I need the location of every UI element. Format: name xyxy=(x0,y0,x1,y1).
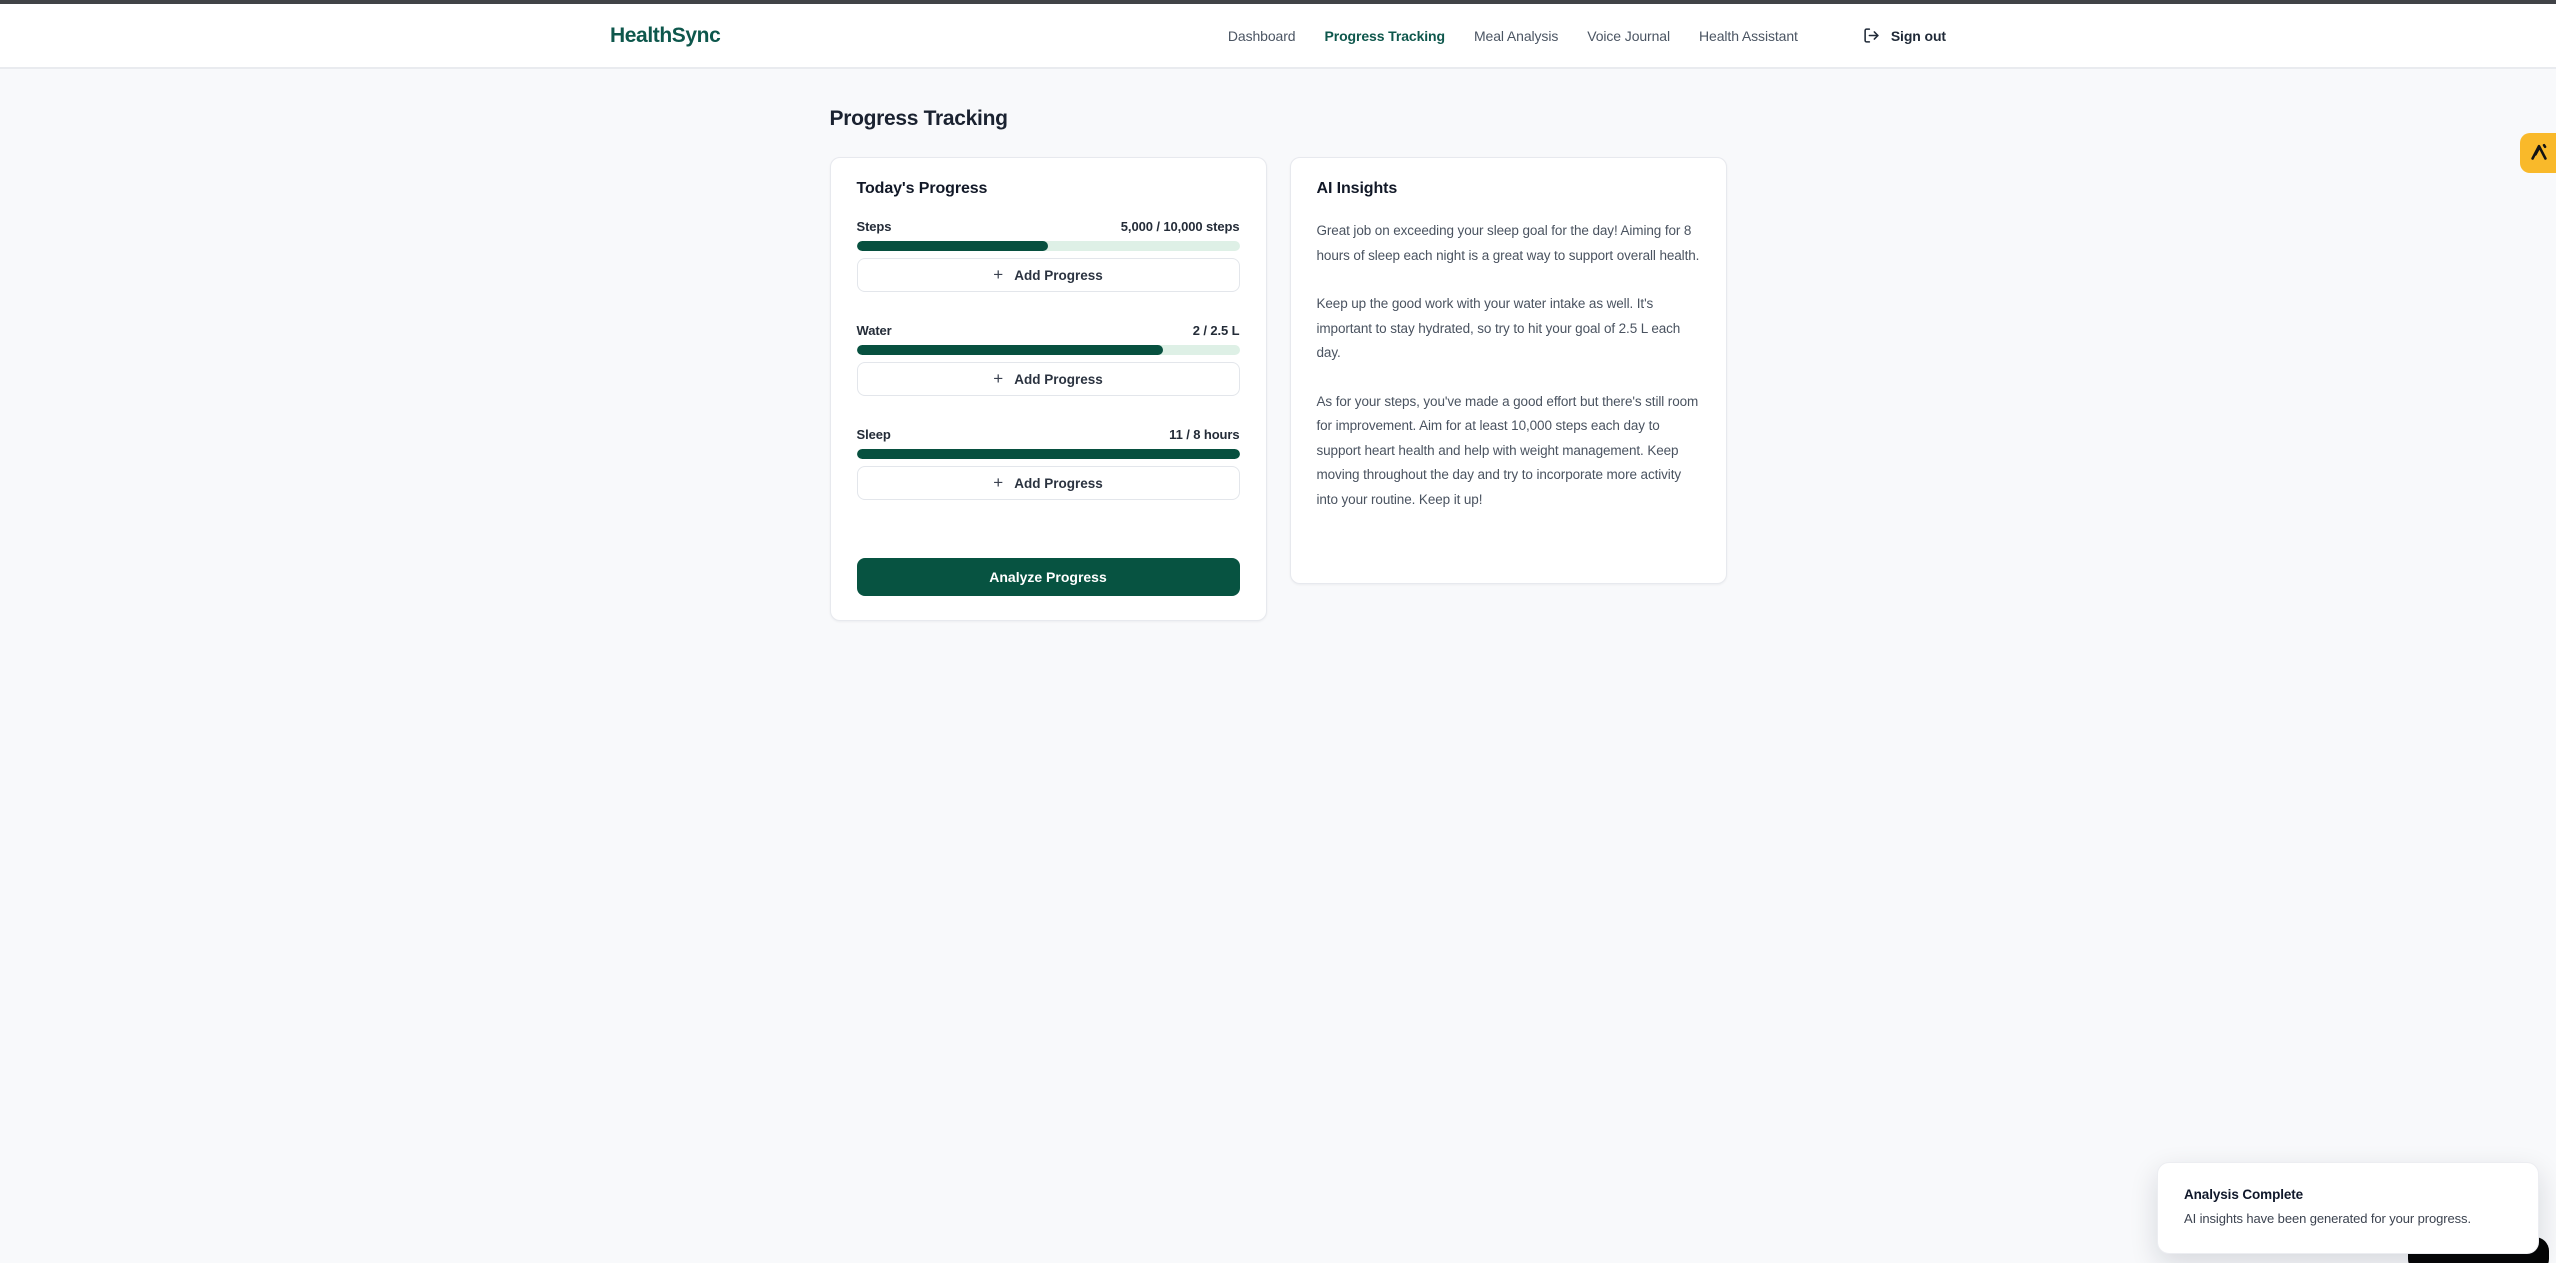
plus-icon: + xyxy=(993,265,1004,284)
analyze-progress-button[interactable]: Analyze Progress xyxy=(857,558,1240,596)
add-sleep-progress-button[interactable] xyxy=(857,466,1240,500)
toast-title: Analysis Complete xyxy=(2184,1187,2304,1202)
nav-health-assistant[interactable]: Health Assistant xyxy=(1699,27,1798,44)
metric-value: 11 / 8 hours xyxy=(1169,427,1240,442)
toast-notification[interactable] xyxy=(2157,1162,2539,1254)
app-header xyxy=(0,4,2556,69)
page-title: Progress Tracking xyxy=(829,107,1008,130)
nav-progress-tracking[interactable]: Progress Tracking xyxy=(1324,27,1445,44)
metric-value: 5,000 / 10,000 steps xyxy=(1120,219,1240,234)
metric-sleep xyxy=(857,427,1240,500)
sign-out-button[interactable] xyxy=(1863,27,1946,44)
main-nav xyxy=(1228,27,1946,44)
insights-card-title: AI Insights xyxy=(1316,180,1398,197)
metric-value: 2 / 2.5 L xyxy=(1192,323,1240,338)
nav-voice-journal[interactable]: Voice Journal xyxy=(1587,27,1671,44)
metric-steps xyxy=(857,219,1240,292)
nav-dashboard[interactable]: Dashboard xyxy=(1227,27,1296,44)
insight-paragraph: Keep up the good work with your water intake as well. It's important to stay hydrated, so try to hit your goal of 2.5 L each day. xyxy=(1316,296,1681,360)
insight-paragraph: Great job on exceeding your sleep goal for the day! Aiming for 8 hours of sleep each night is a great way to support overall health. xyxy=(1316,223,1700,263)
ai-insights-card xyxy=(1290,157,1727,584)
steps-progress-bar xyxy=(857,241,1240,251)
add-progress-label: Add Progress xyxy=(1014,371,1103,387)
metric-water xyxy=(857,323,1240,396)
sleep-progress-fill xyxy=(857,449,1240,459)
app-logo[interactable]: HealthSync xyxy=(610,23,721,47)
add-steps-progress-button[interactable] xyxy=(857,258,1240,292)
todays-progress-card xyxy=(830,157,1267,621)
add-progress-label: Add Progress xyxy=(1014,267,1103,283)
sign-out-icon xyxy=(1863,27,1880,44)
water-progress-fill xyxy=(857,345,1163,355)
nav-meal-analysis[interactable]: Meal Analysis xyxy=(1473,27,1559,44)
insight-paragraph: As for your steps, you've made a good effort but there's still room for improvement. Aim for at least 10,000 steps each day to support heart health and help with weight management. Keep moving throughout the day and try to incorporate more activity into your routine. Keep it up! xyxy=(1316,393,1699,507)
extension-logo-icon xyxy=(2528,142,2556,164)
add-water-progress-button[interactable] xyxy=(857,362,1240,396)
add-progress-label: Add Progress xyxy=(1014,475,1103,491)
plus-icon: + xyxy=(993,473,1004,492)
steps-progress-fill xyxy=(857,241,1049,251)
main-content xyxy=(830,107,1727,621)
sleep-progress-bar xyxy=(857,449,1240,459)
metric-label: Water xyxy=(856,323,892,338)
plus-icon: + xyxy=(993,369,1004,388)
toast-body: AI insights have been generated for your progress. xyxy=(2184,1211,2471,1226)
water-progress-bar xyxy=(857,345,1240,355)
extension-edge-button[interactable] xyxy=(2520,133,2556,173)
metric-label: Sleep xyxy=(856,427,891,442)
progress-card-title: Today's Progress xyxy=(856,180,988,197)
sign-out-label: Sign out xyxy=(1890,27,1946,44)
metric-label: Steps xyxy=(856,219,892,234)
